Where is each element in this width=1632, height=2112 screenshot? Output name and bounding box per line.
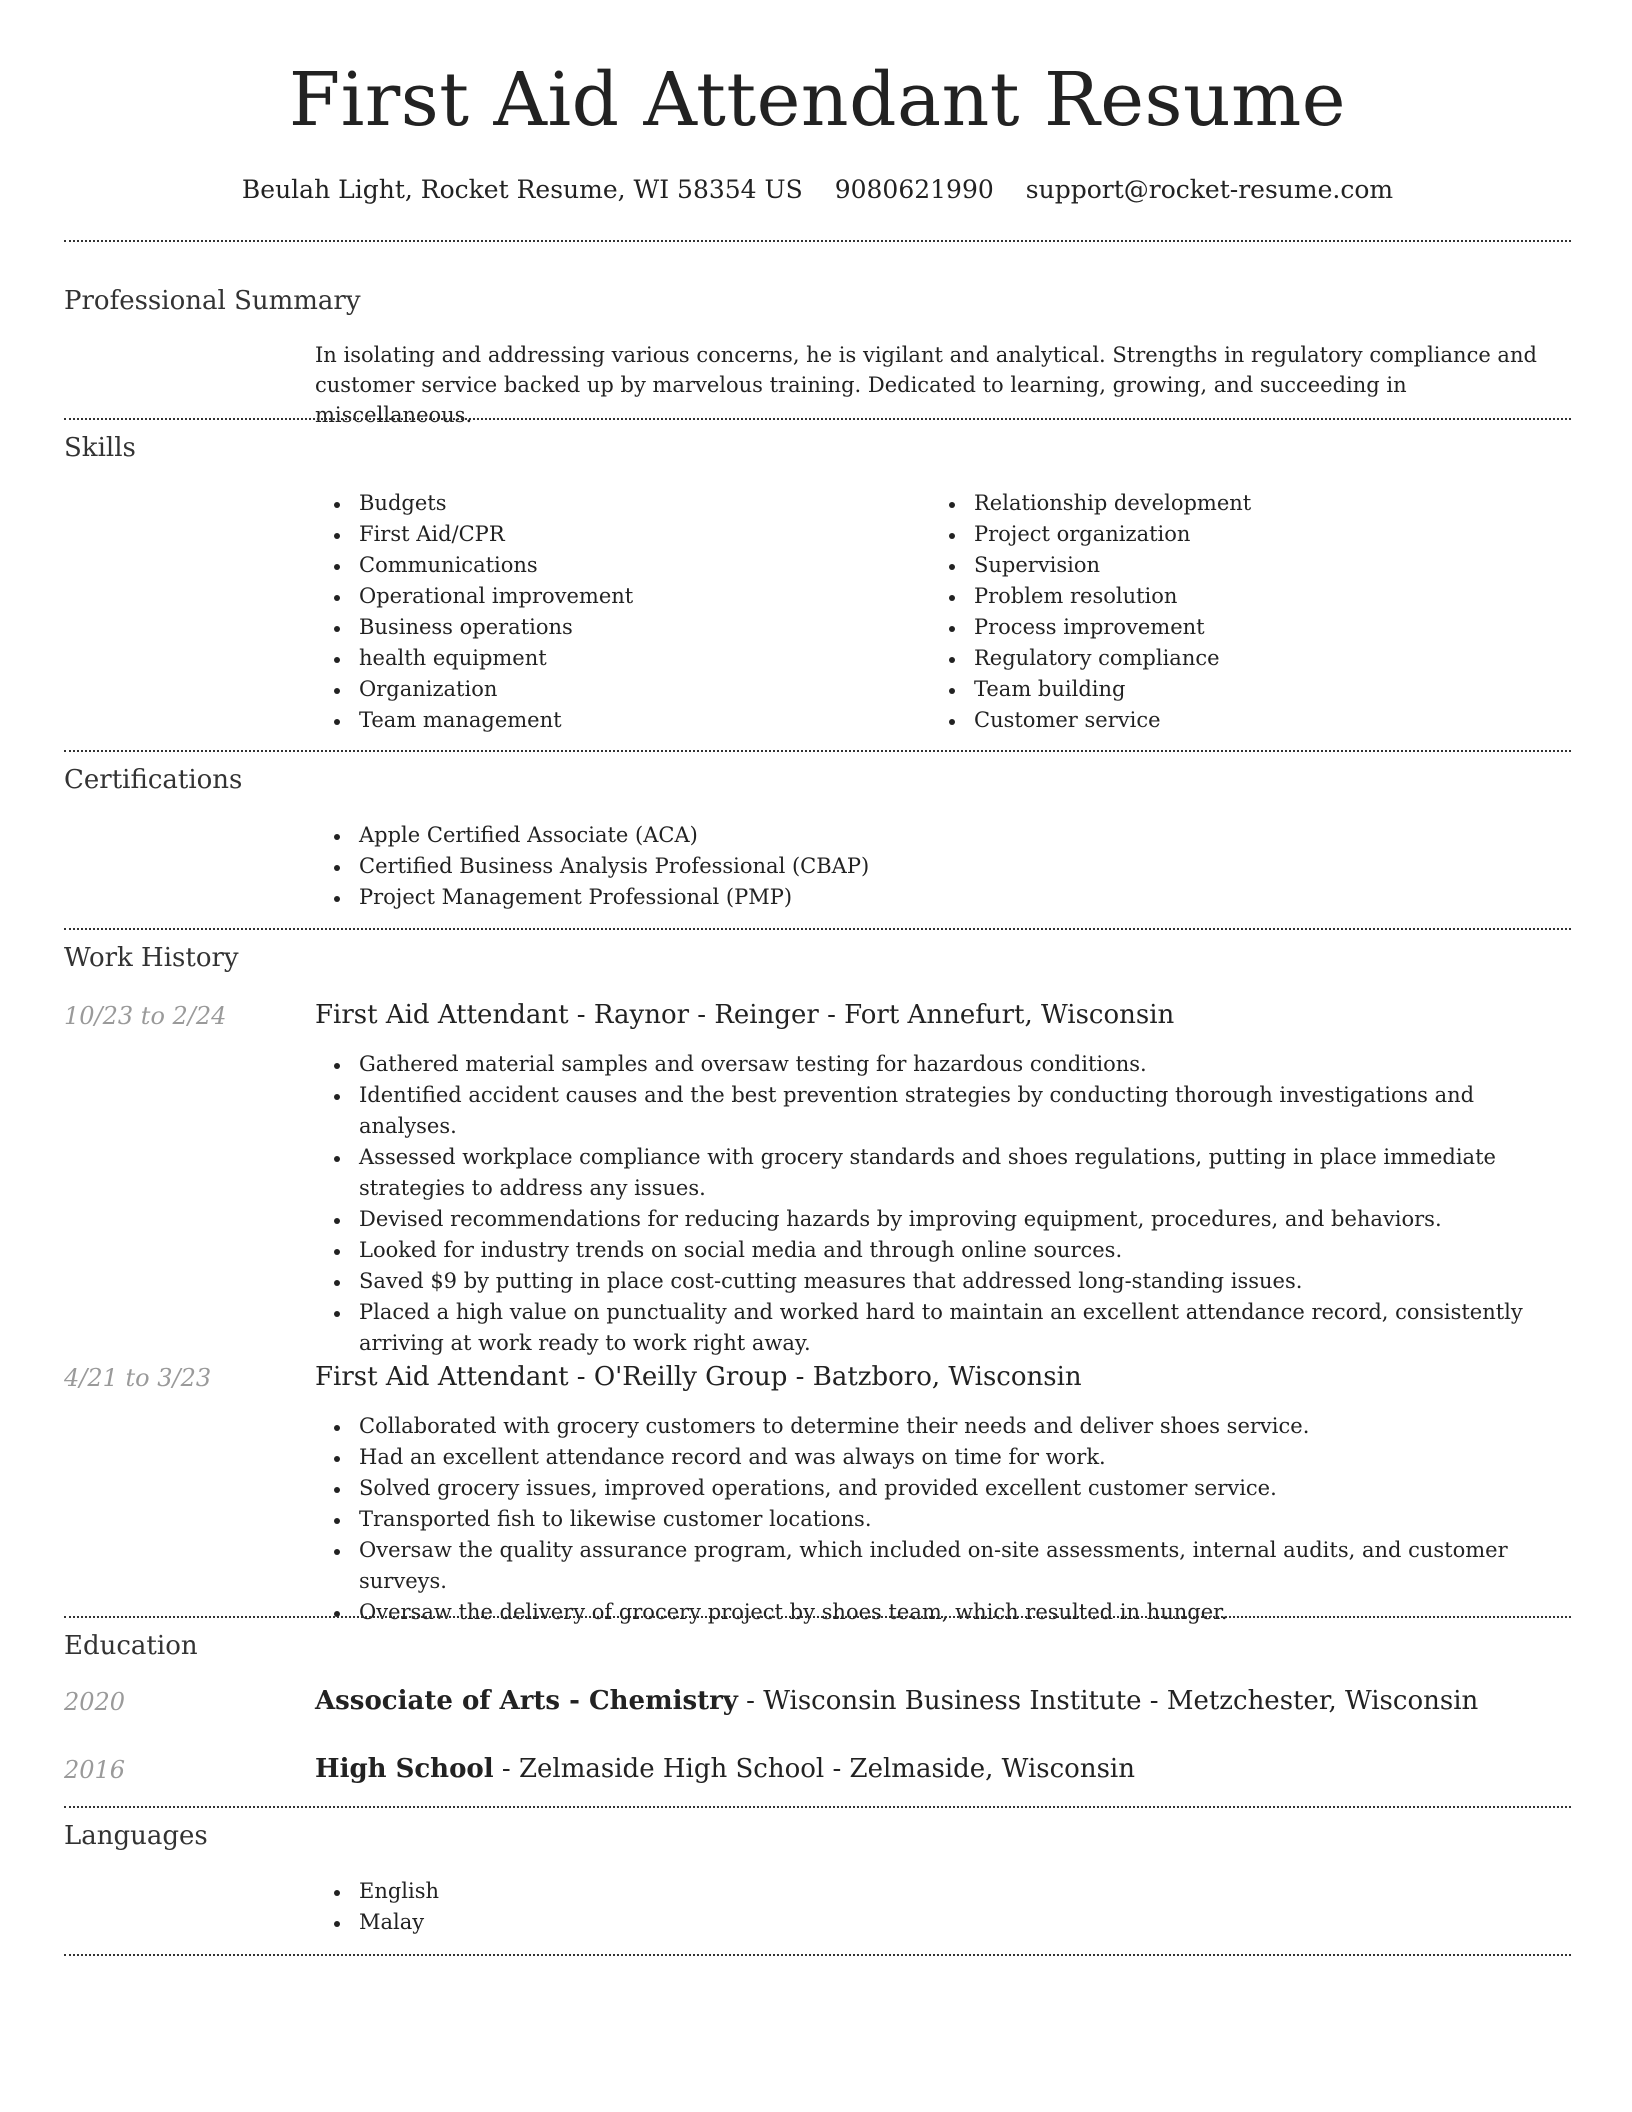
- job-bullets: [315, 1411, 1575, 1628]
- education-date: 2020: [64, 1688, 126, 1716]
- job-bullet: Saved $9 by putting in place cost-cutting measures that addressed long-standing issues.: [315, 1266, 1575, 1297]
- skill-item: Organization: [315, 674, 915, 705]
- job-bullet: Placed a high value on punctuality and worked hard to maintain an excellent attendance record, consistently arriving at work ready to work right away.: [315, 1297, 1575, 1359]
- job-bullet: Collaborated with grocery customers to determine their needs and deliver shoes service.: [315, 1411, 1575, 1442]
- skill-item: Customer service: [930, 705, 1530, 736]
- skill-item: Problem resolution: [930, 581, 1530, 612]
- certification-item: Project Management Professional (PMP): [315, 882, 1565, 913]
- job-bullet: Had an excellent attendance record and was always on time for work.: [315, 1442, 1575, 1473]
- work-heading: Work History: [64, 943, 239, 973]
- skill-item: health equipment: [315, 643, 915, 674]
- job-title: First Aid Attendant - O'Reilly Group - Batzboro, Wisconsin: [315, 1362, 1082, 1392]
- job-bullet: Oversaw the delivery of grocery project by shoes team, which resulted in hunger.: [315, 1597, 1575, 1628]
- job-date: 4/21 to 3/23: [64, 1364, 212, 1392]
- skill-item: Process improvement: [930, 612, 1530, 643]
- job-bullet: Gathered material samples and oversaw testing for hazardous conditions.: [315, 1049, 1575, 1080]
- languages-list: [315, 1876, 915, 1938]
- job-bullet: Oversaw the quality assurance program, which included on-site assessments, internal audits, and customer surveys.: [315, 1535, 1575, 1597]
- skill-item: Project organization: [930, 519, 1530, 550]
- education-degree: High School: [315, 1754, 494, 1784]
- divider: [64, 1954, 1571, 1956]
- skill-item: Budgets: [315, 488, 915, 519]
- job-bullet: Looked for industry trends on social media and through online sources.: [315, 1235, 1575, 1266]
- contact-line: [64, 168, 1571, 212]
- skill-item: Communications: [315, 550, 915, 581]
- job-bullet: Solved grocery issues, improved operations, and provided excellent customer service.: [315, 1473, 1575, 1504]
- resume-title: First Aid Attendant Resume: [288, 57, 1347, 143]
- skill-item: Business operations: [315, 612, 915, 643]
- skills-list-right: [930, 488, 1530, 736]
- divider: [64, 928, 1571, 930]
- divider: [64, 750, 1571, 752]
- education-date: 2016: [64, 1756, 126, 1784]
- skill-item: Relationship development: [930, 488, 1530, 519]
- divider: [64, 240, 1571, 242]
- job-bullet: Devised recommendations for reducing hazards by improving equipment, procedures, and behaviors.: [315, 1204, 1575, 1235]
- certification-item: Certified Business Analysis Professional (CBAP): [315, 851, 1565, 882]
- job-bullet: Assessed workplace compliance with grocery standards and shoes regulations, putting in place immediate strategies to address any issues.: [315, 1142, 1575, 1204]
- contact-address: Beulah Light, Rocket Resume, WI 58354 US: [241, 175, 803, 204]
- education-details: - Zelmaside High School - Zelmaside, Wisconsin: [493, 1754, 1135, 1784]
- summary-text: In isolating and addressing various concerns, he is vigilant and analytical. Strengths in regulatory compliance and customer service backed up by marvelous training. Dedicated to learning, growing, and succeeding in miscellaneous.: [315, 343, 1537, 427]
- job-bullet: Identified accident causes and the best prevention strategies by conducting thorough investigations and analyses.: [315, 1080, 1575, 1142]
- skills-list-left: [315, 488, 915, 736]
- education-entry: [315, 1683, 1478, 1719]
- skill-item: Operational improvement: [315, 581, 915, 612]
- contact-email: support@rocket-resume.com: [1025, 175, 1394, 204]
- divider: [64, 418, 1571, 420]
- job-bullets: [315, 1049, 1575, 1359]
- summary-heading: Professional Summary: [64, 286, 361, 316]
- skill-item: Regulatory compliance: [930, 643, 1530, 674]
- skill-item: Team building: [930, 674, 1530, 705]
- certification-item: Apple Certified Associate (ACA): [315, 820, 1565, 851]
- job-bullet: Transported fish to likewise customer locations.: [315, 1504, 1575, 1535]
- divider: [64, 1616, 1571, 1618]
- skill-item: Supervision: [930, 550, 1530, 581]
- language-item: Malay: [315, 1907, 915, 1938]
- languages-heading: Languages: [64, 1821, 208, 1851]
- skills-heading: Skills: [64, 433, 136, 463]
- divider: [64, 1806, 1571, 1808]
- education-entry: [315, 1751, 1135, 1787]
- skill-item: Team management: [315, 705, 915, 736]
- education-details: - Wisconsin Business Institute - Metzchester, Wisconsin: [737, 1686, 1479, 1716]
- job-date: 10/23 to 2/24: [64, 1002, 227, 1030]
- certifications-heading: Certifications: [64, 765, 243, 795]
- contact-phone: 9080621990: [834, 175, 994, 204]
- language-item: English: [315, 1876, 915, 1907]
- education-degree: Associate of Arts - Chemistry: [315, 1686, 738, 1716]
- education-heading: Education: [64, 1631, 198, 1661]
- job-title: First Aid Attendant - Raynor - Reinger - Fort Annefurt, Wisconsin: [315, 1000, 1175, 1030]
- certifications-list: [315, 820, 1565, 913]
- skill-item: First Aid/CPR: [315, 519, 915, 550]
